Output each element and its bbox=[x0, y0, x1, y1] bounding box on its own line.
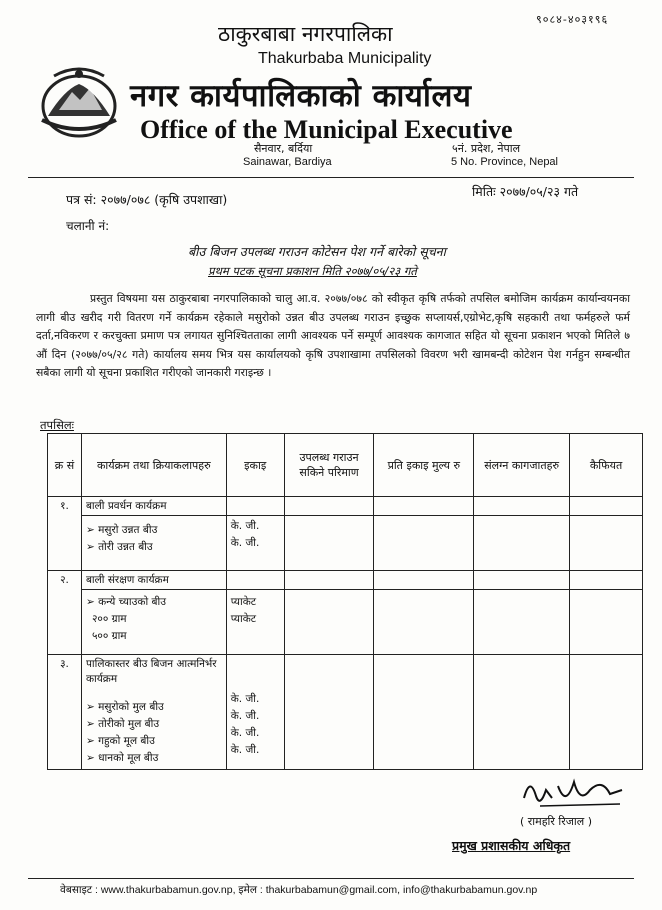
notice-title: बीउ बिजन उपलब्ध गराउन कोटेसन पेश गर्ने बारेको सूचना bbox=[188, 244, 446, 259]
list-item: ➢ धानको मूल बीउ bbox=[85, 752, 159, 764]
row-sn: २. bbox=[48, 571, 82, 655]
address-nepali-left: सैनवार, बर्दिया bbox=[254, 142, 313, 155]
signatory-title: प्रमुख प्रशासकीय अधिकृत bbox=[452, 838, 571, 853]
footer-divider bbox=[28, 878, 634, 879]
list-item: २०० ग्राम bbox=[91, 613, 127, 625]
table-row bbox=[48, 571, 643, 590]
table-row bbox=[48, 516, 643, 571]
list-item: ➢ तोरी उन्नत बीउ bbox=[85, 541, 153, 553]
header-program: कार्यक्रम तथा क्रियाकलापहरु bbox=[81, 434, 226, 497]
list-item: ➢ मसुरोको मुल बीउ bbox=[85, 701, 164, 713]
row-sn: ३. bbox=[48, 655, 82, 770]
letter-number: पत्र सं: २०७७/०७८ (कृषि उपशाखा) bbox=[66, 192, 228, 207]
unit-value: के. जी. bbox=[230, 744, 260, 756]
header-quantity: उपलब्ध गराउन सकिने परिमाण bbox=[284, 434, 374, 497]
table-label: तपसिलः bbox=[40, 418, 74, 432]
unit-value: के. जी. bbox=[230, 520, 260, 532]
table-row bbox=[48, 590, 643, 655]
header-remarks: कैफियत bbox=[570, 434, 643, 497]
table-row bbox=[48, 497, 643, 516]
address-english-left: Sainawar, Bardiya bbox=[243, 156, 332, 168]
signature-mark bbox=[510, 768, 630, 812]
list-item: ५०० ग्राम bbox=[91, 630, 127, 642]
section-title: बाली संरक्षण कार्यक्रम bbox=[81, 571, 226, 590]
footer-website: वेबसाइट : www.thakurbabamun.gov.np, bbox=[60, 884, 236, 896]
footer-contact bbox=[60, 883, 537, 897]
list-item: ➢ कन्ये च्याउको बीउ bbox=[85, 596, 166, 608]
municipality-name-nepali: ठाकुरबाबा नगरपालिका bbox=[218, 22, 393, 46]
list-item: ➢ तोरीको मुल बीउ bbox=[85, 718, 160, 730]
table-header-row bbox=[48, 434, 643, 497]
signatory-name: ( रामहरि रिजाल ) bbox=[520, 815, 593, 828]
notice-subtitle: प्रथम पटक सूचना प्रकाशन मिति २०७७/०५/२३ गते bbox=[208, 264, 417, 278]
header-unit-price: प्रति इकाइ मुल्य रु bbox=[374, 434, 474, 497]
unit-value: प्याकेट bbox=[230, 613, 257, 625]
footer-email: इमेल : thakurbabamun@gmail.com, info@thakurbabamun.gov.np bbox=[238, 884, 538, 896]
unit-value: के. जी. bbox=[230, 537, 260, 549]
unit-value: के. जी. bbox=[230, 710, 260, 722]
unit-value: के. जी. bbox=[230, 727, 260, 739]
document-reference-number: ९०८४-४०३१९६ bbox=[536, 13, 609, 26]
section-title: बाली प्रवर्धन कार्यक्रम bbox=[81, 497, 226, 516]
header-documents: संलग्न कागजातहरु bbox=[474, 434, 570, 497]
municipality-name-english: Thakurbaba Municipality bbox=[258, 50, 432, 67]
header-sn: क्र सं bbox=[48, 434, 82, 497]
address-english-right: 5 No. Province, Nepal bbox=[451, 156, 558, 168]
address-nepali-right: ५नं. प्रदेश, नेपाल bbox=[452, 142, 521, 155]
item-table bbox=[47, 433, 643, 770]
unit-value: प्याकेट bbox=[230, 596, 257, 608]
row-sn: १. bbox=[48, 497, 82, 571]
header-unit: इकाइ bbox=[226, 434, 284, 497]
office-title-nepali: नगर कार्यपालिकाको कार्यालय bbox=[130, 78, 472, 114]
list-item: ➢ मसुरो उन्नत बीउ bbox=[85, 524, 158, 536]
office-title-english: Office of the Municipal Executive bbox=[140, 115, 513, 144]
notice-body: प्रस्तुत विषयमा यस ठाकुरबाबा नगरपालिकाको चालु आ.व. २०७७/०७८ को स्वीकृत कृषि तर्फको तपसिल बमोजिम कार्यक्रम कार्यान्वयनका लागी बीउ खरीद गरी वितरण गर्ने कार्यक्रम रहेकाले मसुरोको उन्नत बीउ उपलब्ध गराउन इच्छुक सप्लायर्स,एग्रोभेट,कृषि सहकारी तथा फर्महरुले फर्म दर्ता,नविकरण र करचुक्ता प्रमाण पत्र लगायत सुनिश्चितताका लागी आवश्यक पर्ने सम्पूर्ण आवश्यक कागजात सहित यो सूचना प्रकाशन भएको मितिले ७ औं दिन (२०७७/०५/२८ गते) कार्यालय समय भित्र यस कार्यालयको कृषि उपशाखामा तपसिलको विवरण भरी खामबन्दी कोटेशन पेश गर्नहुन सम्बन्धीत सबैका लागी यो सूचना प्रकाशित गरीएको जानकारी गराइन्छ । bbox=[36, 292, 630, 379]
table-row bbox=[48, 655, 643, 770]
list-item: ➢ गहुको मूल बीउ bbox=[85, 735, 155, 747]
nepal-emblem-logo bbox=[34, 60, 124, 142]
letter-date: मितिः २०७७/०५/२३ गते bbox=[472, 184, 579, 199]
unit-value: के. जी. bbox=[230, 693, 260, 705]
dispatch-number: चलानी नं: bbox=[66, 219, 110, 233]
header-divider bbox=[28, 177, 634, 178]
section-title: पालिकास्तर बीउ बिजन आत्मनिर्भर कार्यक्रम bbox=[85, 658, 217, 685]
